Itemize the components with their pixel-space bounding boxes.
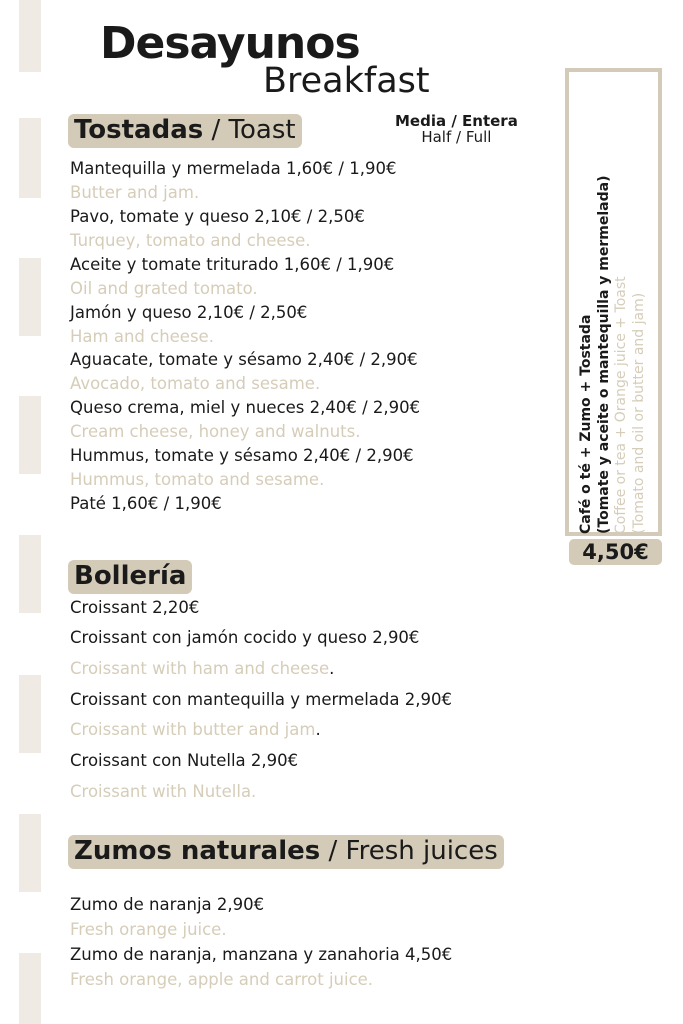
combo-price-badge: 4,50€ [569,539,662,565]
menu-item-translation: Croissant with Nutella. [70,782,257,801]
menu-item-translation: Hummus, tomato and sesame. [70,470,325,489]
combo-description [578,74,648,534]
translation-period: . [329,659,335,678]
translation-text: Croissant with butter and jam [70,720,316,739]
menu-item: Croissant con Nutella 2,90€ [70,751,299,770]
section-title-separator: / [203,115,229,145]
size-label-es: Media / Entera [395,112,518,130]
combo-line: (Tomate y aceite o mantequilla y mermelada) [595,175,612,534]
menu-item: Croissant con mantequilla y mermelada 2,90€ [70,690,452,709]
section-title-en: Toast [228,115,296,145]
menu-item-translation [70,720,321,740]
combo-line-translation: (Tomato and oil or butter and jam) [630,292,647,534]
menu-item: Aceite y tomate triturado 1,60€ / 1,90€ [70,255,395,274]
decorative-stripe [19,258,41,336]
size-label-en: Half / Full [421,127,492,146]
menu-item-translation [70,659,334,679]
decorative-stripe [19,535,41,613]
menu-item: Croissant con jamón cocido y queso 2,90€ [70,628,420,647]
menu-item-translation: Fresh orange juice. [70,920,227,939]
combo-line-translation: Coffee or tea + Orange juice + Toast [613,276,629,534]
section-title-pastries [68,560,192,594]
decorative-stripe [19,953,41,1024]
size-label [395,114,518,146]
translation-text: Croissant with ham and cheese [70,659,330,678]
menu-item: Jamón y queso 2,10€ / 2,50€ [70,303,308,322]
menu-item: Croissant 2,20€ [70,598,200,617]
section-title-es: Tostadas [74,115,204,145]
decorative-stripe [19,675,41,753]
page-title: Desayunos [100,18,360,69]
menu-item-translation: Turquey, tomato and cheese. [70,231,311,250]
section-title-es: Zumos naturales [74,836,321,866]
page-subtitle: Breakfast [263,61,430,101]
section-title-en: Fresh juices [345,836,498,866]
translation-period: . [315,720,321,739]
menu-item: Queso crema, miel y nueces 2,40€ / 2,90€ [70,398,421,417]
menu-item-translation: Avocado, tomato and sesame. [70,374,321,393]
menu-item-translation: Cream cheese, honey and walnuts. [70,422,361,441]
decorative-stripe [19,814,41,892]
menu-item: Aguacate, tomate y sésamo 2,40€ / 2,90€ [70,350,418,369]
menu-item-translation: Butter and jam. [70,183,200,202]
section-title-toast [68,114,302,148]
section-title-juices [68,835,504,869]
decorative-stripe [19,118,41,198]
menu-item: Mantequilla y mermelada 1,60€ / 1,90€ [70,159,397,178]
menu-item: Paté 1,60€ / 1,90€ [70,494,222,513]
decorative-stripe [19,396,41,474]
section-title-es: Bollería [74,561,187,591]
menu-item: Zumo de naranja 2,90€ [70,895,265,914]
menu-item-translation: Ham and cheese. [70,327,214,346]
section-title-separator: / [320,836,346,866]
menu-item-translation: Fresh orange, apple and carrot juice. [70,970,374,989]
menu-item: Pavo, tomate y queso 2,10€ / 2,50€ [70,207,365,226]
decorative-stripe [19,0,41,72]
menu-item: Zumo de naranja, manzana y zanahoria 4,50€ [70,945,453,964]
menu-item: Hummus, tomate y sésamo 2,40€ / 2,90€ [70,446,414,465]
combo-line: Café o té + Zumo + Tostada [578,314,594,534]
menu-item-translation: Oil and grated tomato. [70,279,258,298]
